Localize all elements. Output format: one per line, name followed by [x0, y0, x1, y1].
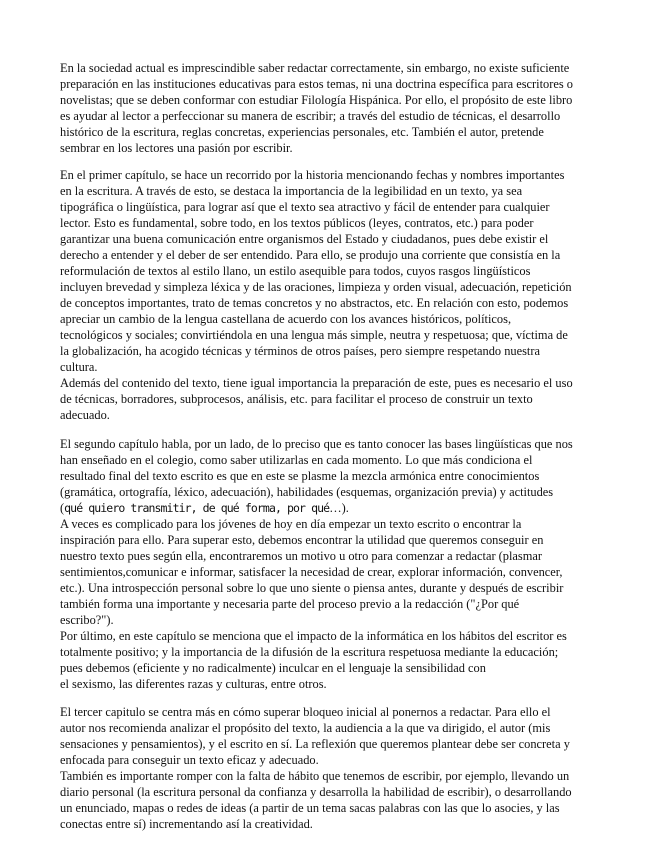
text-line: también forma una importante y necesaria parte del proceso previo a la redacción ("¿Por qué	[60, 597, 520, 611]
text-line: histórico de la escritura, reglas concretas, experiencias personales, etc. También el autor, pretende	[60, 125, 544, 139]
text-line: sentimientos,comunicar e informar, satisfacer la necesidad de crear, explorar información, convencer,	[60, 565, 563, 579]
text-line: apreciar un cambio de la lengua castellana de acuerdo con los avances históricos, políticos,	[60, 312, 512, 326]
text-line: autor nos recomienda analizar el propósito del texto, la audiencia a la que va dirigido, el autor (mis	[60, 721, 551, 735]
close-ellipsis: …).	[329, 501, 349, 515]
text-line: tecnológicos y sociales; convirtiéndola en una lengua más simple, neutra y respetuosa; que, víctima de	[60, 328, 568, 342]
text-line: en la escritura. A través de esto, se destaca la importancia de la legibilidad en un texto, ya sea	[60, 184, 523, 198]
text-line: (gramática, ortografía, léxico, adecuación), habilidades (esquemas, organización previa) y actitudes	[60, 485, 554, 499]
handwritten-style-text: qué quiero transmitir, de qué forma, por qué	[64, 501, 330, 515]
text-line: diario personal (la escritura personal da confianza y desarrolla la habilidad de escribir), o desarrollando	[60, 785, 572, 799]
text-line: adecuado.	[60, 408, 110, 422]
text-line: El tercer capitulo se centra más en cómo superar bloqueo inicial al ponernos a redactar. Para ello el	[60, 705, 551, 719]
text-line: enfocada para conseguir un texto eficaz y adecuado.	[60, 753, 319, 767]
text-line: Por último, en este capítulo se menciona que el impacto de la informática en los hábitos del escritor es	[60, 629, 567, 643]
text-line: cultura.	[60, 360, 98, 374]
text-line: En el primer capítulo, se hace un recorrido por la historia mencionando fechas y nombres importantes	[60, 168, 565, 182]
text-line: sembrar en los lectores una pasión por escribir.	[60, 141, 293, 155]
text-line: novelistas; que se deben conformar con estudiar Filología Hispánica. Por ello, el propósito de este libro	[60, 93, 573, 107]
text-line: totalmente positivo; y la importancia de la difusión de la escritura respetuosa mediante la educación;	[60, 645, 559, 659]
open-parenthesis: (	[60, 501, 65, 515]
text-line: incluyen brevedad y simpleza léxica y de las oraciones, limpieza y orden visual, adecuación, repetición	[60, 280, 572, 294]
text-line: También es importante romper con la falta de hábito que tenemos de escribir, por ejemplo, llevando un	[60, 769, 570, 783]
text-line: han enseñado en el colegio, como saber utilizarlas en cada momento. Lo que más condiciona el	[60, 453, 533, 467]
text-line: nuestro texto pues según ella, encontraremos un motivo u otro para comenzar a redactar (plasmar	[60, 549, 543, 563]
text-line: escribo?").	[60, 613, 114, 627]
text-line: tipográfica o lingüística, para lograr así que el texto sea atractivo y fácil de entender para cualquier	[60, 200, 550, 214]
text-line: la globalización, ha acogido técnicas y términos de otros países, pero siempre respetando nuestra	[60, 344, 540, 358]
text-line: El segundo capítulo habla, por un lado, de lo preciso que es tanto conocer las bases lingüísticas que nos	[60, 437, 573, 451]
text-line: En la sociedad actual es imprescindible saber redactar correctamente, sin embargo, no existe suficiente	[60, 61, 570, 75]
text-line: de técnicas, borradores, subprocesos, análisis, etc. para facilitar el proceso de construir un texto	[60, 392, 533, 406]
text-line: lector. Esto es fundamental, sobre todo, en los textos públicos (leyes, contratos, etc.) para poder	[60, 216, 534, 230]
text-line: sensaciones y pensamientos), y el escrito en sí. La reflexión que queremos plantear debe ser concreta y	[60, 737, 570, 751]
text-line: un enunciado, mapas o redes de ideas (a partir de un tema sacas palabras con las que lo asocies, y las	[60, 801, 560, 815]
text-line: reformulación de textos al estilo llano, un estilo asequible para todos, cuyos rasgos lingüísticos	[60, 264, 531, 278]
text-line: resultado final del texto escrito es que en este se plasme la mezcla armónica entre conocimientos	[60, 469, 540, 483]
text-line: Además del contenido del texto, tiene igual importancia la preparación de este, pues es necesario el uso	[60, 376, 573, 390]
text-line: pues debemos (eficiente y no radicalmente) inculcar en el lenguaje la sensibilidad con	[60, 661, 486, 675]
text-line: garantizar una buena comunicación entre organismos del Estado y ciudadanos, pues debe existir el	[60, 232, 549, 246]
text-line: preparación en las instituciones educativas para estos temas, ni una doctrina específica para escritores o	[60, 77, 573, 91]
text-line: de conceptos importantes, trato de temas concretos y no abstractos, etc. En relación con esto, podemos	[60, 296, 569, 310]
text-line: es ayudar al lector a perfeccionar su manera de escribir; a través del estudio de técnicas, el desarrollo	[60, 109, 561, 123]
text-line: A veces es complicado para los jóvenes de hoy en día empezar un texto escrito o encontrar la	[60, 517, 522, 531]
text-line: conectas entre sí) incrementando así la creatividad.	[60, 817, 313, 831]
text-line: inspiración para ello. Para superar esto, debemos encontrar la utilidad que queremos conseguir en	[60, 533, 544, 547]
attitudes-line	[60, 501, 349, 516]
text-line: el sexismo, las diferentes razas y culturas, entre otros.	[60, 677, 327, 691]
text-line: derecho a entender y el deber de ser entendido. Para ello, se produjo una corriente que consistía en la	[60, 248, 561, 262]
text-line: etc.). Una introspección personal sobre lo que uno siente o piensa antes, durante y después de escribir	[60, 581, 564, 595]
